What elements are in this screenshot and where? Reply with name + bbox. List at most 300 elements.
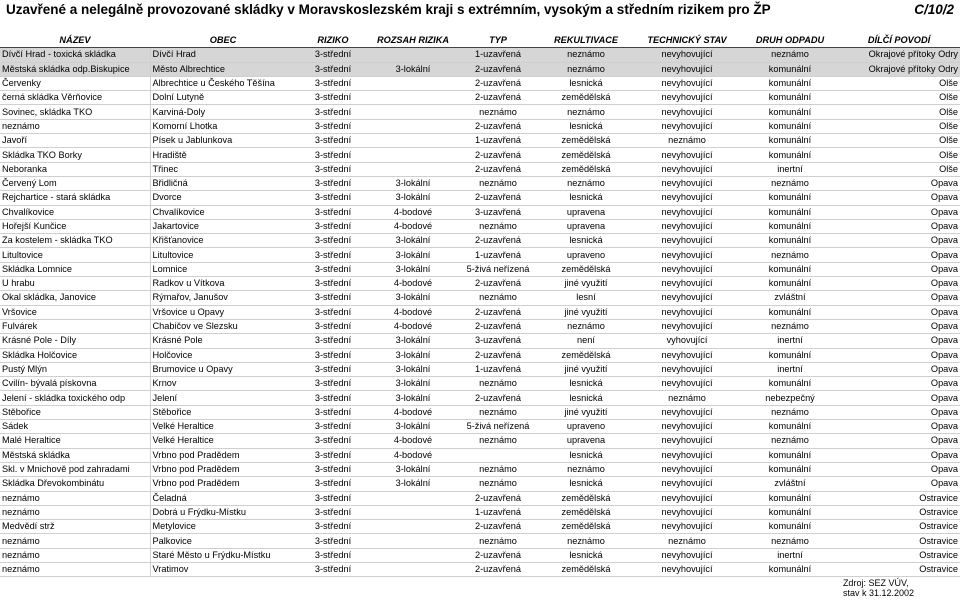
table-cell: 1-uzavřená bbox=[456, 248, 540, 262]
table-cell bbox=[370, 148, 456, 162]
table-cell: Karviná-Doly bbox=[150, 105, 296, 119]
table-cell: zemědělská bbox=[540, 491, 632, 505]
table-cell: komunální bbox=[742, 219, 838, 233]
table-row bbox=[0, 462, 960, 476]
table-cell: Okrajové přítoky Odry bbox=[838, 48, 960, 62]
table-cell: inertní bbox=[742, 548, 838, 562]
table-cell: komunální bbox=[742, 191, 838, 205]
table-cell: Ostravice bbox=[838, 562, 960, 576]
table-cell: jiné využití bbox=[540, 362, 632, 376]
table-cell: 2-uzavřená bbox=[456, 62, 540, 76]
table-cell: Brumovice u Opavy bbox=[150, 362, 296, 376]
table-row bbox=[0, 205, 960, 219]
table-cell: 1-uzavřená bbox=[456, 362, 540, 376]
table-cell: nevyhovující bbox=[632, 205, 742, 219]
table-cell: upravena bbox=[540, 205, 632, 219]
table-cell: komunální bbox=[742, 377, 838, 391]
table-cell: 4-bodové bbox=[370, 205, 456, 219]
table-cell: neznámo bbox=[742, 534, 838, 548]
table-cell: lesnická bbox=[540, 191, 632, 205]
table-cell: 3-střední bbox=[296, 62, 370, 76]
table-cell: 2-uzavřená bbox=[456, 148, 540, 162]
table-cell: Vrbno pod Pradědem bbox=[150, 462, 296, 476]
table-cell: 3-střední bbox=[296, 362, 370, 376]
table-cell: nevyhovující bbox=[632, 562, 742, 576]
table-cell: Chvalíkovice bbox=[0, 205, 150, 219]
table-cell: Opava bbox=[838, 448, 960, 462]
table-cell: zemědělská bbox=[540, 162, 632, 176]
table-row bbox=[0, 391, 960, 405]
document-title: Uzavřené a nelegálně provozované skládky v Moravskoslezském kraji s extrémním, vysokým a středním rizikem pro ŽP bbox=[6, 2, 771, 17]
table-cell: komunální bbox=[742, 462, 838, 476]
table-cell: neznámo bbox=[632, 134, 742, 148]
table-cell: 1-uzavřená bbox=[456, 134, 540, 148]
table-cell: 3-střední bbox=[296, 234, 370, 248]
table-cell: Litultovice bbox=[0, 248, 150, 262]
table-cell: komunální bbox=[742, 305, 838, 319]
table-cell: Rýmařov, Janušov bbox=[150, 291, 296, 305]
table-cell: neznámo bbox=[456, 219, 540, 233]
table-row bbox=[0, 91, 960, 105]
table-cell: nevyhovující bbox=[632, 420, 742, 434]
table-cell: zemědělská bbox=[540, 134, 632, 148]
table-cell: 3-střední bbox=[296, 348, 370, 362]
table-cell: nevyhovující bbox=[632, 477, 742, 491]
table-cell: U hrabu bbox=[0, 277, 150, 291]
table-row bbox=[0, 362, 960, 376]
table-cell: Opava bbox=[838, 291, 960, 305]
table-cell: Vratimov bbox=[150, 562, 296, 576]
table-cell: Neboranka bbox=[0, 162, 150, 176]
table-cell: neznámo bbox=[456, 405, 540, 419]
table-cell: Olše bbox=[838, 162, 960, 176]
table-cell: zemědělská bbox=[540, 348, 632, 362]
table-cell: 4-bodové bbox=[370, 405, 456, 419]
table-cell: zemědělská bbox=[540, 562, 632, 576]
table-cell: Dolní Lutyně bbox=[150, 91, 296, 105]
table-cell: nevyhovující bbox=[632, 377, 742, 391]
table-cell: neznámo bbox=[540, 176, 632, 190]
table-cell: zvláštní bbox=[742, 291, 838, 305]
table-cell: 3-lokální bbox=[370, 477, 456, 491]
table-cell: neznámo bbox=[456, 105, 540, 119]
table-cell: Opava bbox=[838, 420, 960, 434]
table-cell: Radkov u Vítkova bbox=[150, 277, 296, 291]
table-cell: nevyhovující bbox=[632, 176, 742, 190]
table-cell: lesní bbox=[540, 291, 632, 305]
table-cell: Vršovice u Opavy bbox=[150, 305, 296, 319]
table-cell: Fulvárek bbox=[0, 319, 150, 333]
table-cell: Břidličná bbox=[150, 176, 296, 190]
table-row bbox=[0, 277, 960, 291]
table-cell: lesnická bbox=[540, 76, 632, 90]
table-cell: nevyhovující bbox=[632, 548, 742, 562]
table-cell: 3-střední bbox=[296, 477, 370, 491]
table-cell: Jelení - skládka toxického odp bbox=[0, 391, 150, 405]
table-row bbox=[0, 134, 960, 148]
table-cell bbox=[370, 105, 456, 119]
table-cell: nevyhovující bbox=[632, 277, 742, 291]
table-cell: 3-střední bbox=[296, 391, 370, 405]
table-cell: Ostravice bbox=[838, 505, 960, 519]
table-cell: 3-střední bbox=[296, 219, 370, 233]
table-cell: nevyhovující bbox=[632, 348, 742, 362]
table-cell: 2-uzavřená bbox=[456, 76, 540, 90]
table-cell: 3-lokální bbox=[370, 362, 456, 376]
table-cell: Olše bbox=[838, 105, 960, 119]
table-cell: Městská skládka bbox=[0, 448, 150, 462]
table-cell bbox=[370, 48, 456, 62]
table-cell: komunální bbox=[742, 134, 838, 148]
table-cell: 1-uzavřená bbox=[456, 505, 540, 519]
table-cell: upraveno bbox=[540, 420, 632, 434]
table-cell: 3-střední bbox=[296, 548, 370, 562]
table-cell: 4-bodové bbox=[370, 277, 456, 291]
table-cell: lesnická bbox=[540, 234, 632, 248]
table-row bbox=[0, 434, 960, 448]
table-cell bbox=[370, 91, 456, 105]
table-cell: Červený Lom bbox=[0, 176, 150, 190]
table-cell: neznámo bbox=[742, 405, 838, 419]
table-cell: Olše bbox=[838, 148, 960, 162]
table-cell: Opava bbox=[838, 248, 960, 262]
table-cell: Městská skládka odp.Biskupice bbox=[0, 62, 150, 76]
table-cell bbox=[370, 134, 456, 148]
table-cell: neznámo bbox=[540, 62, 632, 76]
table-cell: není bbox=[540, 334, 632, 348]
table-cell: Olše bbox=[838, 91, 960, 105]
table-cell: 2-uzavřená bbox=[456, 119, 540, 133]
table-cell: Dvorce bbox=[150, 191, 296, 205]
table-cell: 2-uzavřená bbox=[456, 277, 540, 291]
table-cell: 3-lokální bbox=[370, 291, 456, 305]
table-cell: nevyhovující bbox=[632, 520, 742, 534]
table-cell: Opava bbox=[838, 377, 960, 391]
source-note bbox=[843, 578, 914, 598]
table-cell: Opava bbox=[838, 319, 960, 333]
table-cell: 2-uzavřená bbox=[456, 162, 540, 176]
table-cell: 2-uzavřená bbox=[456, 319, 540, 333]
table-row bbox=[0, 534, 960, 548]
table-cell: nevyhovující bbox=[632, 148, 742, 162]
table-cell: 3-uzavřená bbox=[456, 334, 540, 348]
table-cell: zemědělská bbox=[540, 505, 632, 519]
table-row bbox=[0, 477, 960, 491]
table-cell: neznámo bbox=[456, 534, 540, 548]
table-cell: komunální bbox=[742, 76, 838, 90]
table-cell: upraveno bbox=[540, 248, 632, 262]
table-cell: 3-střední bbox=[296, 405, 370, 419]
table-cell: komunální bbox=[742, 91, 838, 105]
table-cell: Malé Heraltice bbox=[0, 434, 150, 448]
table-cell: Hradiště bbox=[150, 148, 296, 162]
table-cell bbox=[370, 520, 456, 534]
table-cell: lesnická bbox=[540, 448, 632, 462]
table-cell: Skl. v Mnichově pod zahradami bbox=[0, 462, 150, 476]
table-cell: Palkovice bbox=[150, 534, 296, 548]
table-cell: 2-uzavřená bbox=[456, 305, 540, 319]
table-cell: 4-bodové bbox=[370, 319, 456, 333]
table-cell: 3-střední bbox=[296, 534, 370, 548]
table-cell: komunální bbox=[742, 348, 838, 362]
table-cell: nevyhovující bbox=[632, 76, 742, 90]
table-cell: nevyhovující bbox=[632, 62, 742, 76]
table-cell bbox=[370, 162, 456, 176]
table-cell: Opava bbox=[838, 362, 960, 376]
table-cell: 3-střední bbox=[296, 434, 370, 448]
table-cell: inertní bbox=[742, 162, 838, 176]
table-cell bbox=[370, 548, 456, 562]
table-cell: 2-uzavřená bbox=[456, 234, 540, 248]
table-cell: lesnická bbox=[540, 391, 632, 405]
table-cell: nevyhovující bbox=[632, 491, 742, 505]
table-cell: neznámo bbox=[0, 534, 150, 548]
table-cell: 3-střední bbox=[296, 176, 370, 190]
table-cell: upravena bbox=[540, 219, 632, 233]
table-cell: neznámo bbox=[540, 462, 632, 476]
table-cell: jiné využití bbox=[540, 305, 632, 319]
table-cell: Lomnice bbox=[150, 262, 296, 276]
table-cell: 3-střední bbox=[296, 119, 370, 133]
table-cell: 3-střední bbox=[296, 334, 370, 348]
table-cell: neznámo bbox=[742, 434, 838, 448]
table-cell: Opava bbox=[838, 262, 960, 276]
table-cell: 3-střední bbox=[296, 462, 370, 476]
table-cell: Krnov bbox=[150, 377, 296, 391]
table-row bbox=[0, 520, 960, 534]
table-cell: 3-lokální bbox=[370, 262, 456, 276]
table-cell: neznámo bbox=[456, 291, 540, 305]
table-cell: nevyhovující bbox=[632, 448, 742, 462]
table-cell: Opava bbox=[838, 191, 960, 205]
table-cell: 2-uzavřená bbox=[456, 348, 540, 362]
table-cell: Opava bbox=[838, 391, 960, 405]
table-row bbox=[0, 319, 960, 333]
table-cell: 3-střední bbox=[296, 205, 370, 219]
table-cell: 3-lokální bbox=[370, 462, 456, 476]
table-cell: Rejchartice - stará skládka bbox=[0, 191, 150, 205]
table-cell: komunální bbox=[742, 448, 838, 462]
table-cell: Skládka Lomnice bbox=[0, 262, 150, 276]
table-cell: 3-střední bbox=[296, 448, 370, 462]
table-cell: komunální bbox=[742, 420, 838, 434]
table-cell: Medvědí strž bbox=[0, 520, 150, 534]
source-line: Zdroj: SEZ VÚV, bbox=[842, 578, 909, 588]
table-row bbox=[0, 420, 960, 434]
table-cell: komunální bbox=[742, 520, 838, 534]
table-cell: Jakartovice bbox=[150, 219, 296, 233]
table-cell: Skládka Dřevokombinátu bbox=[0, 477, 150, 491]
table-cell: Metylovice bbox=[150, 520, 296, 534]
table-cell: 2-uzavřená bbox=[456, 191, 540, 205]
table-cell: 3-střední bbox=[296, 562, 370, 576]
table-cell: Cvilín- bývalá pískovna bbox=[0, 377, 150, 391]
table-cell: Třinec bbox=[150, 162, 296, 176]
table-cell: Opava bbox=[838, 434, 960, 448]
table-cell: Dívčí Hrad - toxická skládka bbox=[0, 48, 150, 62]
table-cell: 3-střední bbox=[296, 91, 370, 105]
table-cell: 3-lokální bbox=[370, 377, 456, 391]
table-cell: 4-bodové bbox=[370, 448, 456, 462]
table-cell: Opava bbox=[838, 277, 960, 291]
table-row bbox=[0, 162, 960, 176]
table-cell: 3-střední bbox=[296, 134, 370, 148]
table-cell: neznámo bbox=[742, 319, 838, 333]
table-cell: 3-lokální bbox=[370, 391, 456, 405]
table-cell: nevyhovující bbox=[632, 434, 742, 448]
table-row bbox=[0, 234, 960, 248]
table-cell: neznámo bbox=[742, 48, 838, 62]
table-cell: Opava bbox=[838, 176, 960, 190]
table-cell: Okrajové přítoky Odry bbox=[838, 62, 960, 76]
table-cell: nevyhovující bbox=[632, 191, 742, 205]
table-row bbox=[0, 548, 960, 562]
table-cell: nevyhovující bbox=[632, 234, 742, 248]
table-cell: neznámo bbox=[742, 248, 838, 262]
table-cell: Chabičov ve Slezsku bbox=[150, 319, 296, 333]
table-cell: zemědělská bbox=[540, 262, 632, 276]
table-cell: Opava bbox=[838, 334, 960, 348]
table-cell: Hořejší Kunčice bbox=[0, 219, 150, 233]
table-cell: Javoří bbox=[0, 134, 150, 148]
table-cell: 3-lokální bbox=[370, 348, 456, 362]
table-cell: 3-střední bbox=[296, 248, 370, 262]
table-cell: Křišťanovice bbox=[150, 234, 296, 248]
column-header: NÁZEV bbox=[0, 34, 150, 48]
table-row bbox=[0, 348, 960, 362]
table-cell: Komorní Lhotka bbox=[150, 119, 296, 133]
table-cell: komunální bbox=[742, 262, 838, 276]
table-cell: 3-lokální bbox=[370, 176, 456, 190]
table-cell: nevyhovující bbox=[632, 162, 742, 176]
table-cell: Olše bbox=[838, 134, 960, 148]
table-cell: Opava bbox=[838, 234, 960, 248]
table-cell: jiné využití bbox=[540, 277, 632, 291]
table-cell: neznámo bbox=[540, 319, 632, 333]
source-date: stav k 31.12.2002 bbox=[842, 588, 914, 598]
table-cell: Ostravice bbox=[838, 534, 960, 548]
table-cell: Sádek bbox=[0, 420, 150, 434]
table-cell: neznámo bbox=[456, 477, 540, 491]
table-cell: neznámo bbox=[632, 534, 742, 548]
table-cell: nevyhovující bbox=[632, 219, 742, 233]
table-cell: Červenky bbox=[0, 76, 150, 90]
table-cell: Čeladná bbox=[150, 491, 296, 505]
table-cell: komunální bbox=[742, 234, 838, 248]
table-cell: nevyhovující bbox=[632, 291, 742, 305]
table-cell: inertní bbox=[742, 334, 838, 348]
table-cell: Holčovice bbox=[150, 348, 296, 362]
table-cell: zemědělská bbox=[540, 91, 632, 105]
column-header: OBEC bbox=[150, 34, 296, 48]
table-cell bbox=[370, 505, 456, 519]
table-body bbox=[0, 48, 960, 577]
table-row bbox=[0, 491, 960, 505]
table-cell bbox=[370, 76, 456, 90]
table-cell: 2-uzavřená bbox=[456, 548, 540, 562]
table-cell: Velké Heraltice bbox=[150, 420, 296, 434]
table-cell: Stěbořice bbox=[0, 405, 150, 419]
table-cell: neznámo bbox=[742, 176, 838, 190]
table-cell: komunální bbox=[742, 562, 838, 576]
table-cell: 4-bodové bbox=[370, 219, 456, 233]
table-cell: 3-lokální bbox=[370, 420, 456, 434]
table-cell: 3-střední bbox=[296, 520, 370, 534]
table-cell: 5-živá neřízená bbox=[456, 262, 540, 276]
table-cell: neznámo bbox=[456, 434, 540, 448]
table-row bbox=[0, 334, 960, 348]
table-cell: Stěbořice bbox=[150, 405, 296, 419]
table-cell: 3-lokální bbox=[370, 248, 456, 262]
table-cell: neznámo bbox=[0, 548, 150, 562]
table-cell: Krásné Pole - Díly bbox=[0, 334, 150, 348]
table-cell: Písek u Jablunkova bbox=[150, 134, 296, 148]
table-cell: neznámo bbox=[456, 377, 540, 391]
table-cell: 3-střední bbox=[296, 420, 370, 434]
column-header: TYP bbox=[456, 34, 540, 48]
table-cell: Olše bbox=[838, 76, 960, 90]
table-cell: 3-střední bbox=[296, 319, 370, 333]
table-row bbox=[0, 62, 960, 76]
table-cell: neznámo bbox=[456, 462, 540, 476]
table-cell bbox=[370, 562, 456, 576]
table-cell: neznámo bbox=[0, 562, 150, 576]
table-cell: Skládka Holčovice bbox=[0, 348, 150, 362]
table-cell: Opava bbox=[838, 348, 960, 362]
table-cell: 3-lokální bbox=[370, 334, 456, 348]
table-cell: nevyhovující bbox=[632, 262, 742, 276]
table-row bbox=[0, 305, 960, 319]
table-cell: černá skládka Věrňovice bbox=[0, 91, 150, 105]
table-cell: Olše bbox=[838, 119, 960, 133]
table-cell: 3-střední bbox=[296, 162, 370, 176]
table-cell: nevyhovující bbox=[632, 319, 742, 333]
table-cell: Ostravice bbox=[838, 491, 960, 505]
table-header-row bbox=[0, 34, 960, 48]
table-cell: Staré Město u Frýdku-Místku bbox=[150, 548, 296, 562]
table-cell: neznámo bbox=[0, 505, 150, 519]
table-cell: nevyhovující bbox=[632, 91, 742, 105]
table-cell: 2-uzavřená bbox=[456, 391, 540, 405]
table-cell: 3-lokální bbox=[370, 62, 456, 76]
table-row bbox=[0, 448, 960, 462]
table-cell: neznámo bbox=[540, 48, 632, 62]
table-cell: 3-střední bbox=[296, 76, 370, 90]
table-cell: neznámo bbox=[540, 534, 632, 548]
table-cell: inertní bbox=[742, 362, 838, 376]
table-cell: Ostravice bbox=[838, 520, 960, 534]
column-header: RIZIKO bbox=[296, 34, 370, 48]
table-cell: Jelení bbox=[150, 391, 296, 405]
table-cell: nevyhovující bbox=[632, 48, 742, 62]
table-cell: neznámo bbox=[0, 491, 150, 505]
table-cell: 3-střední bbox=[296, 191, 370, 205]
table-cell: neznámo bbox=[540, 105, 632, 119]
table-cell: komunální bbox=[742, 491, 838, 505]
table-cell: 3-střední bbox=[296, 48, 370, 62]
table-cell: nevyhovující bbox=[632, 305, 742, 319]
table-row bbox=[0, 405, 960, 419]
table-cell: komunální bbox=[742, 105, 838, 119]
table-cell: Okal skládka, Janovice bbox=[0, 291, 150, 305]
table-cell: lesnická bbox=[540, 119, 632, 133]
table-cell: 3-lokální bbox=[370, 234, 456, 248]
table-cell: Velké Heraltice bbox=[150, 434, 296, 448]
table-cell: zemědělská bbox=[540, 520, 632, 534]
table-cell: 3-střední bbox=[296, 305, 370, 319]
column-header: ROZSAH RIZIKA bbox=[370, 34, 456, 48]
table-cell: Sovinec, skládka TKO bbox=[0, 105, 150, 119]
